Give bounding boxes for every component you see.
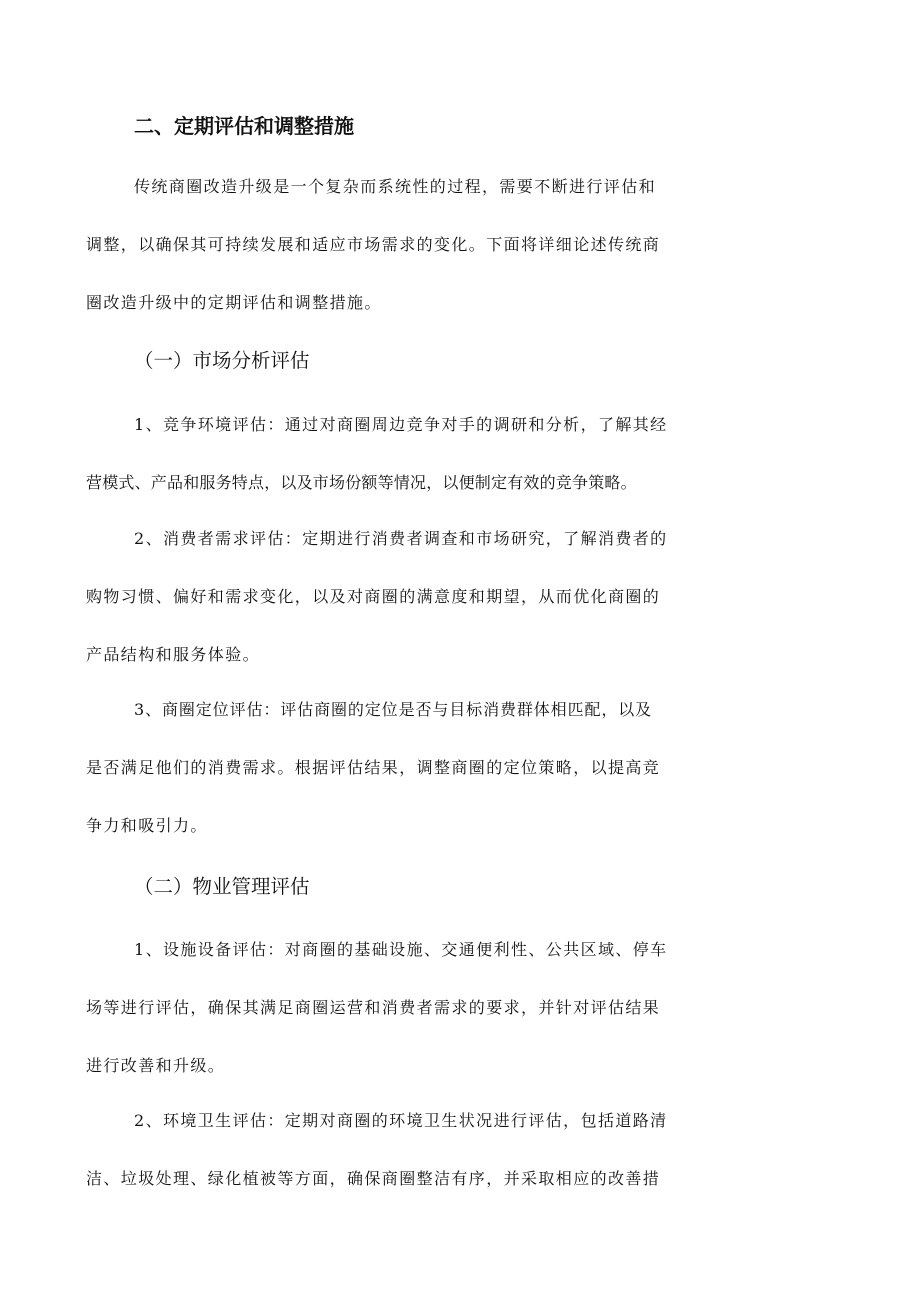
paragraph-line: 1、竞争环境评估：通过对商圈周边竞争对手的调研和分析，了解其经 bbox=[134, 415, 668, 434]
paragraph-line: 产品结构和服务体验。 bbox=[86, 645, 261, 664]
paragraph-positioning bbox=[86, 681, 846, 855]
paragraph-line: 洁、垃圾处理、绿化植被等方面，确保商圈整洁有序，并采取相应的改善措 bbox=[86, 1169, 661, 1188]
paragraph-line: 是否满足他们的消费需求。根据评估结果，调整商圈的定位策略，以提高竞 bbox=[86, 758, 661, 777]
paragraph-line: 购物习惯、偏好和需求变化，以及对商圈的满意度和期望，从而优化商圈的 bbox=[86, 587, 661, 606]
paragraph-line: 争力和吸引力。 bbox=[86, 816, 208, 835]
subsection-title-market: （一）市场分析评估 bbox=[134, 349, 310, 372]
paragraph-line: 进行改善和升级。 bbox=[86, 1056, 226, 1075]
intro-paragraph bbox=[86, 158, 846, 332]
section-heading: 二、定期评估和调整措施 bbox=[134, 114, 354, 138]
subsection-title-property: （二）物业管理评估 bbox=[134, 875, 310, 898]
paragraph-competition bbox=[86, 396, 846, 512]
paragraph-line: 2、消费者需求评估：定期进行消费者调查和市场研究，了解消费者的 bbox=[134, 529, 668, 548]
paragraph-line: 营模式、产品和服务特点，以及市场份额等情况，以便制定有效的竞争策略。 bbox=[86, 473, 637, 492]
paragraph-line: 1、设施设备评估：对商圈的基础设施、交通便利性、公共区域、停车 bbox=[134, 940, 668, 959]
paragraph-line: 场等进行评估，确保其满足商圈运营和消费者需求的要求，并针对评估结果 bbox=[86, 998, 661, 1017]
paragraph-line: 调整，以确保其可持续发展和适应市场需求的变化。下面将详细论述传统商 bbox=[86, 235, 661, 254]
paragraph-sanitation bbox=[86, 1092, 846, 1208]
paragraph-line: 圈改造升级中的定期评估和调整措施。 bbox=[86, 293, 382, 312]
paragraph-facilities bbox=[86, 921, 846, 1095]
paragraph-line: 传统商圈改造升级是一个复杂而系统性的过程，需要不断进行评估和 bbox=[134, 177, 657, 196]
paragraph-line: 3、商圈定位评估：评估商圈的定位是否与目标消费群体相匹配，以及 bbox=[134, 700, 653, 719]
paragraph-consumer-demand bbox=[86, 510, 846, 684]
paragraph-line: 2、环境卫生评估：定期对商圈的环境卫生状况进行评估，包括道路清 bbox=[134, 1111, 668, 1130]
